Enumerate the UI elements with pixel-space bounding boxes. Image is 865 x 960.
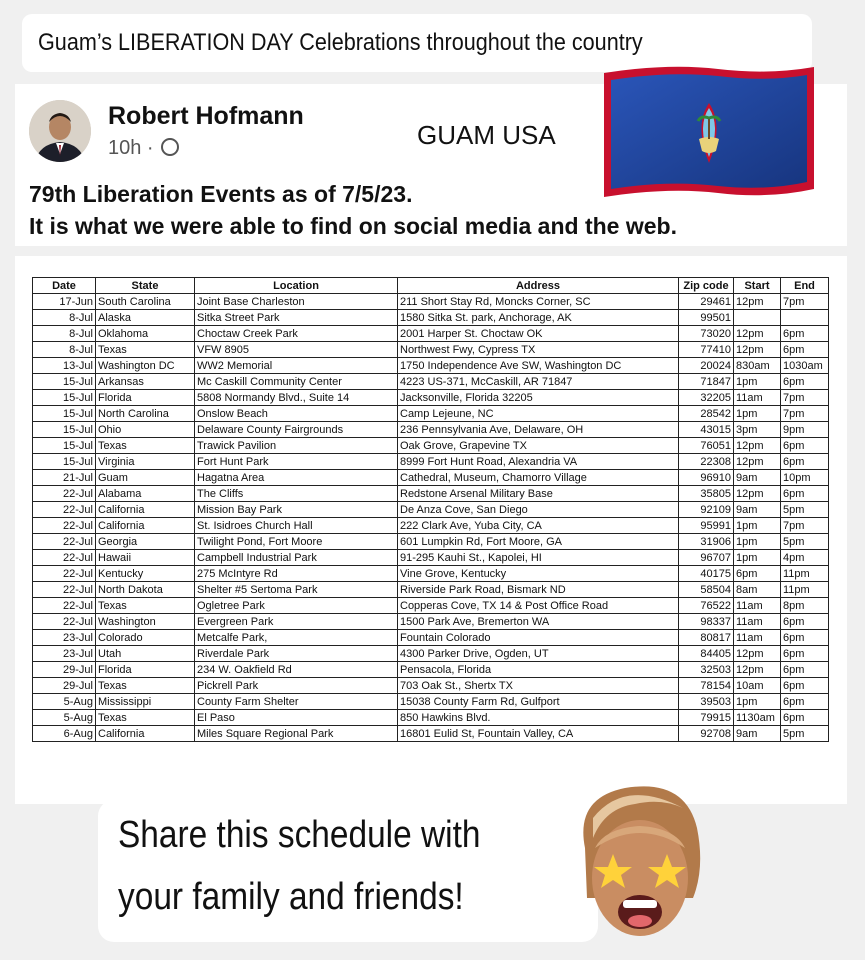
- cell-date: 23-Jul: [33, 630, 96, 646]
- cell-end: 1030am: [781, 358, 829, 374]
- cell-date: 22-Jul: [33, 614, 96, 630]
- table-row: [33, 470, 829, 486]
- table-row: [33, 390, 829, 406]
- cell-start: 1pm: [734, 694, 781, 710]
- cell-date: 29-Jul: [33, 678, 96, 694]
- header-date: Date: [33, 278, 96, 294]
- cell-location: 234 W. Oakfield Rd: [195, 662, 398, 678]
- cell-date: 5-Aug: [33, 694, 96, 710]
- cell-address: 211 Short Stay Rd, Moncks Corner, SC: [398, 294, 679, 310]
- header-location: Location: [195, 278, 398, 294]
- cell-address: 236 Pennsylvania Ave, Delaware, OH: [398, 422, 679, 438]
- cell-end: 5pm: [781, 534, 829, 550]
- cell-end: 8pm: [781, 598, 829, 614]
- cell-state: South Carolina: [96, 294, 195, 310]
- cell-zip: 29461: [679, 294, 734, 310]
- cell-location: The Cliffs: [195, 486, 398, 502]
- post-meta: [108, 136, 179, 160]
- cell-date: 22-Jul: [33, 550, 96, 566]
- table-row: [33, 566, 829, 582]
- cell-start: 1pm: [734, 374, 781, 390]
- cell-location: Mc Caskill Community Center: [195, 374, 398, 390]
- cell-end: 6pm: [781, 438, 829, 454]
- cell-state: California: [96, 502, 195, 518]
- cell-location: Sitka Street Park: [195, 310, 398, 326]
- cell-zip: 20024: [679, 358, 734, 374]
- cell-location: 275 McIntyre Rd: [195, 566, 398, 582]
- table-row: [33, 502, 829, 518]
- cell-location: Miles Square Regional Park: [195, 726, 398, 742]
- cell-address: 703 Oak St., Shertx TX: [398, 678, 679, 694]
- cell-address: 850 Hawkins Blvd.: [398, 710, 679, 726]
- cell-location: St. Isidroes Church Hall: [195, 518, 398, 534]
- share-line-1: Share this schedule with: [118, 814, 481, 856]
- cell-state: Florida: [96, 662, 195, 678]
- cell-address: 91-295 Kauhi St., Kapolei, HI: [398, 550, 679, 566]
- cell-state: Texas: [96, 438, 195, 454]
- cell-zip: 92708: [679, 726, 734, 742]
- cell-start: [734, 310, 781, 326]
- cell-end: 6pm: [781, 662, 829, 678]
- cell-start: 12pm: [734, 326, 781, 342]
- events-spreadsheet: [15, 256, 847, 804]
- cell-start: 12pm: [734, 486, 781, 502]
- cell-location: Delaware County Fairgrounds: [195, 422, 398, 438]
- tagline: GUAM USA: [417, 120, 556, 150]
- cell-zip: 76522: [679, 598, 734, 614]
- header-address: Address: [398, 278, 679, 294]
- cell-state: North Carolina: [96, 406, 195, 422]
- cell-start: 1pm: [734, 406, 781, 422]
- cell-location: Trawick Pavilion: [195, 438, 398, 454]
- cell-date: 15-Jul: [33, 454, 96, 470]
- cell-state: Georgia: [96, 534, 195, 550]
- cell-date: 17-Jun: [33, 294, 96, 310]
- cell-address: Cathedral, Museum, Chamorro Village: [398, 470, 679, 486]
- cell-end: 6pm: [781, 486, 829, 502]
- events-table: [32, 277, 829, 742]
- cell-location: El Paso: [195, 710, 398, 726]
- cell-location: Campbell Industrial Park: [195, 550, 398, 566]
- cell-zip: 76051: [679, 438, 734, 454]
- cell-start: 12pm: [734, 438, 781, 454]
- cell-state: Washington DC: [96, 358, 195, 374]
- cell-date: 15-Jul: [33, 422, 96, 438]
- cell-end: 7pm: [781, 518, 829, 534]
- table-header-row: [33, 278, 829, 294]
- cell-state: Colorado: [96, 630, 195, 646]
- cell-end: 10pm: [781, 470, 829, 486]
- cell-start: 11am: [734, 614, 781, 630]
- table-row: [33, 518, 829, 534]
- cell-end: 11pm: [781, 582, 829, 598]
- cell-state: Oklahoma: [96, 326, 195, 342]
- cell-state: Washington: [96, 614, 195, 630]
- table-row: [33, 710, 829, 726]
- table-row: [33, 678, 829, 694]
- cell-start: 8am: [734, 582, 781, 598]
- cell-zip: 80817: [679, 630, 734, 646]
- header-state: State: [96, 278, 195, 294]
- cell-date: 8-Jul: [33, 310, 96, 326]
- cell-start: 1pm: [734, 518, 781, 534]
- cell-address: 1580 Sitka St. park, Anchorage, AK: [398, 310, 679, 326]
- table-row: [33, 534, 829, 550]
- table-row: [33, 598, 829, 614]
- cell-address: Redstone Arsenal Military Base: [398, 486, 679, 502]
- cell-location: Metcalfe Park,: [195, 630, 398, 646]
- cell-start: 9am: [734, 470, 781, 486]
- cell-date: 22-Jul: [33, 566, 96, 582]
- cell-state: Virginia: [96, 454, 195, 470]
- cell-zip: 79915: [679, 710, 734, 726]
- cell-end: 6pm: [781, 454, 829, 470]
- cell-date: 22-Jul: [33, 486, 96, 502]
- cell-location: Twilight Pond, Fort Moore: [195, 534, 398, 550]
- cell-zip: 32503: [679, 662, 734, 678]
- cell-end: 6pm: [781, 374, 829, 390]
- cell-date: 21-Jul: [33, 470, 96, 486]
- cell-location: Fort Hunt Park: [195, 454, 398, 470]
- globe-icon: [161, 138, 179, 156]
- table-row: [33, 422, 829, 438]
- cell-zip: 92109: [679, 502, 734, 518]
- cell-zip: 73020: [679, 326, 734, 342]
- cell-date: 8-Jul: [33, 326, 96, 342]
- cell-state: Florida: [96, 390, 195, 406]
- cell-start: 12pm: [734, 342, 781, 358]
- post-line-2: It is what we were able to find on social media and the web.: [29, 213, 677, 239]
- cell-end: 6pm: [781, 326, 829, 342]
- table-row: [33, 310, 829, 326]
- cell-date: 22-Jul: [33, 502, 96, 518]
- table-row: [33, 486, 829, 502]
- cell-location: Joint Base Charleston: [195, 294, 398, 310]
- banner-title: Guam’s LIBERATION DAY Celebrations throughout the country: [38, 29, 643, 56]
- cell-zip: 22308: [679, 454, 734, 470]
- table-row: [33, 646, 829, 662]
- cell-zip: 96910: [679, 470, 734, 486]
- header-zip: Zip code: [679, 278, 734, 294]
- cell-location: Pickrell Park: [195, 678, 398, 694]
- cell-date: 29-Jul: [33, 662, 96, 678]
- cell-state: Texas: [96, 342, 195, 358]
- cell-address: Camp Lejeune, NC: [398, 406, 679, 422]
- cell-location: WW2 Memorial: [195, 358, 398, 374]
- table-row: [33, 694, 829, 710]
- cell-zip: 78154: [679, 678, 734, 694]
- cell-address: 1750 Independence Ave SW, Washington DC: [398, 358, 679, 374]
- cell-address: 1500 Park Ave, Bremerton WA: [398, 614, 679, 630]
- cell-state: California: [96, 518, 195, 534]
- cell-address: Jacksonville, Florida 32205: [398, 390, 679, 406]
- table-row: [33, 294, 829, 310]
- cell-end: 6pm: [781, 694, 829, 710]
- star-eyes-memoji-icon: [565, 778, 715, 948]
- author-name[interactable]: Robert Hofmann: [108, 102, 304, 130]
- cell-address: Copperas Cove, TX 14 & Post Office Road: [398, 598, 679, 614]
- cell-address: 4300 Parker Drive, Ogden, UT: [398, 646, 679, 662]
- cell-date: 22-Jul: [33, 582, 96, 598]
- table-row: [33, 630, 829, 646]
- cell-state: Texas: [96, 598, 195, 614]
- cell-location: Choctaw Creek Park: [195, 326, 398, 342]
- cell-end: 7pm: [781, 406, 829, 422]
- cell-end: 5pm: [781, 502, 829, 518]
- guam-flag-icon: [598, 63, 820, 203]
- cell-start: 12pm: [734, 454, 781, 470]
- cell-address: 16801 Eulid St, Fountain Valley, CA: [398, 726, 679, 742]
- cell-zip: 84405: [679, 646, 734, 662]
- cell-end: 7pm: [781, 390, 829, 406]
- cell-end: 4pm: [781, 550, 829, 566]
- cell-address: 8999 Fort Hunt Road, Alexandria VA: [398, 454, 679, 470]
- cell-zip: 58504: [679, 582, 734, 598]
- table-row: [33, 582, 829, 598]
- cell-zip: 31906: [679, 534, 734, 550]
- cell-address: De Anza Cove, San Diego: [398, 502, 679, 518]
- cell-state: Hawaii: [96, 550, 195, 566]
- table-row: [33, 454, 829, 470]
- cell-start: 1pm: [734, 534, 781, 550]
- table-row: [33, 406, 829, 422]
- cell-zip: 95991: [679, 518, 734, 534]
- table-row: [33, 374, 829, 390]
- cell-location: 5808 Normandy Blvd., Suite 14: [195, 390, 398, 406]
- cell-date: 15-Jul: [33, 390, 96, 406]
- cell-date: 15-Jul: [33, 438, 96, 454]
- cell-address: 2001 Harper St. Choctaw OK: [398, 326, 679, 342]
- cell-state: Guam: [96, 470, 195, 486]
- cell-location: County Farm Shelter: [195, 694, 398, 710]
- cell-date: 22-Jul: [33, 518, 96, 534]
- cell-end: 11pm: [781, 566, 829, 582]
- cell-state: Utah: [96, 646, 195, 662]
- cell-start: 9am: [734, 502, 781, 518]
- cell-state: Arkansas: [96, 374, 195, 390]
- cell-location: Shelter #5 Sertoma Park: [195, 582, 398, 598]
- cell-address: Fountain Colorado: [398, 630, 679, 646]
- cell-state: Texas: [96, 710, 195, 726]
- cell-date: 22-Jul: [33, 598, 96, 614]
- cell-address: Pensacola, Florida: [398, 662, 679, 678]
- cell-end: 6pm: [781, 646, 829, 662]
- cell-start: 12pm: [734, 646, 781, 662]
- cell-end: 6pm: [781, 678, 829, 694]
- cell-date: 15-Jul: [33, 374, 96, 390]
- cell-zip: 71847: [679, 374, 734, 390]
- cell-date: 6-Aug: [33, 726, 96, 742]
- cell-end: 9pm: [781, 422, 829, 438]
- cell-state: California: [96, 726, 195, 742]
- cell-address: Riverside Park Road, Bismark ND: [398, 582, 679, 598]
- cell-zip: 40175: [679, 566, 734, 582]
- cell-end: 6pm: [781, 614, 829, 630]
- header-start: Start: [734, 278, 781, 294]
- cell-start: 6pm: [734, 566, 781, 582]
- table-row: [33, 614, 829, 630]
- cell-start: 11am: [734, 598, 781, 614]
- cell-date: 23-Jul: [33, 646, 96, 662]
- cell-end: 6pm: [781, 342, 829, 358]
- cell-address: Northwest Fwy, Cypress TX: [398, 342, 679, 358]
- avatar[interactable]: [29, 100, 91, 162]
- cell-date: 5-Aug: [33, 710, 96, 726]
- cell-location: Riverdale Park: [195, 646, 398, 662]
- header-end: End: [781, 278, 829, 294]
- cell-state: Mississippi: [96, 694, 195, 710]
- cell-start: 12pm: [734, 294, 781, 310]
- cell-start: 1pm: [734, 550, 781, 566]
- cell-zip: 43015: [679, 422, 734, 438]
- cell-state: Texas: [96, 678, 195, 694]
- cell-end: 5pm: [781, 726, 829, 742]
- cell-location: Onslow Beach: [195, 406, 398, 422]
- cell-start: 11am: [734, 390, 781, 406]
- cell-start: 11am: [734, 630, 781, 646]
- cell-zip: 98337: [679, 614, 734, 630]
- post-time[interactable]: 10h ·: [108, 137, 154, 159]
- cell-address: Oak Grove, Grapevine TX: [398, 438, 679, 454]
- cell-state: Alaska: [96, 310, 195, 326]
- cell-zip: 28542: [679, 406, 734, 422]
- cell-date: 8-Jul: [33, 342, 96, 358]
- share-callout: [98, 800, 598, 942]
- cell-address: Vine Grove, Kentucky: [398, 566, 679, 582]
- cell-end: 6pm: [781, 630, 829, 646]
- post-line-1: 79th Liberation Events as of 7/5/23.: [29, 181, 413, 207]
- cell-zip: 99501: [679, 310, 734, 326]
- table-row: [33, 358, 829, 374]
- table-row: [33, 342, 829, 358]
- cell-address: 4223 US-371, McCaskill, AR 71847: [398, 374, 679, 390]
- cell-start: 1130am: [734, 710, 781, 726]
- cell-location: Mission Bay Park: [195, 502, 398, 518]
- cell-address: 15038 County Farm Rd, Gulfport: [398, 694, 679, 710]
- post-text: [29, 178, 677, 242]
- cell-start: 3pm: [734, 422, 781, 438]
- table-row: [33, 438, 829, 454]
- cell-state: Alabama: [96, 486, 195, 502]
- table-row: [33, 726, 829, 742]
- cell-location: Ogletree Park: [195, 598, 398, 614]
- cell-end: 7pm: [781, 294, 829, 310]
- cell-start: 10am: [734, 678, 781, 694]
- cell-zip: 96707: [679, 550, 734, 566]
- cell-zip: 32205: [679, 390, 734, 406]
- cell-start: 9am: [734, 726, 781, 742]
- cell-zip: 39503: [679, 694, 734, 710]
- cell-location: VFW 8905: [195, 342, 398, 358]
- cell-address: 601 Lumpkin Rd, Fort Moore, GA: [398, 534, 679, 550]
- share-line-2: your family and friends!: [118, 876, 464, 918]
- table-row: [33, 662, 829, 678]
- cell-zip: 35805: [679, 486, 734, 502]
- cell-date: 15-Jul: [33, 406, 96, 422]
- cell-date: 13-Jul: [33, 358, 96, 374]
- cell-state: Ohio: [96, 422, 195, 438]
- cell-start: 830am: [734, 358, 781, 374]
- cell-date: 22-Jul: [33, 534, 96, 550]
- cell-state: North Dakota: [96, 582, 195, 598]
- table-row: [33, 326, 829, 342]
- cell-state: Kentucky: [96, 566, 195, 582]
- cell-zip: 77410: [679, 342, 734, 358]
- cell-location: Evergreen Park: [195, 614, 398, 630]
- cell-end: 6pm: [781, 710, 829, 726]
- cell-location: Hagatna Area: [195, 470, 398, 486]
- cell-end: [781, 310, 829, 326]
- table-row: [33, 550, 829, 566]
- cell-start: 12pm: [734, 662, 781, 678]
- cell-address: 222 Clark Ave, Yuba City, CA: [398, 518, 679, 534]
